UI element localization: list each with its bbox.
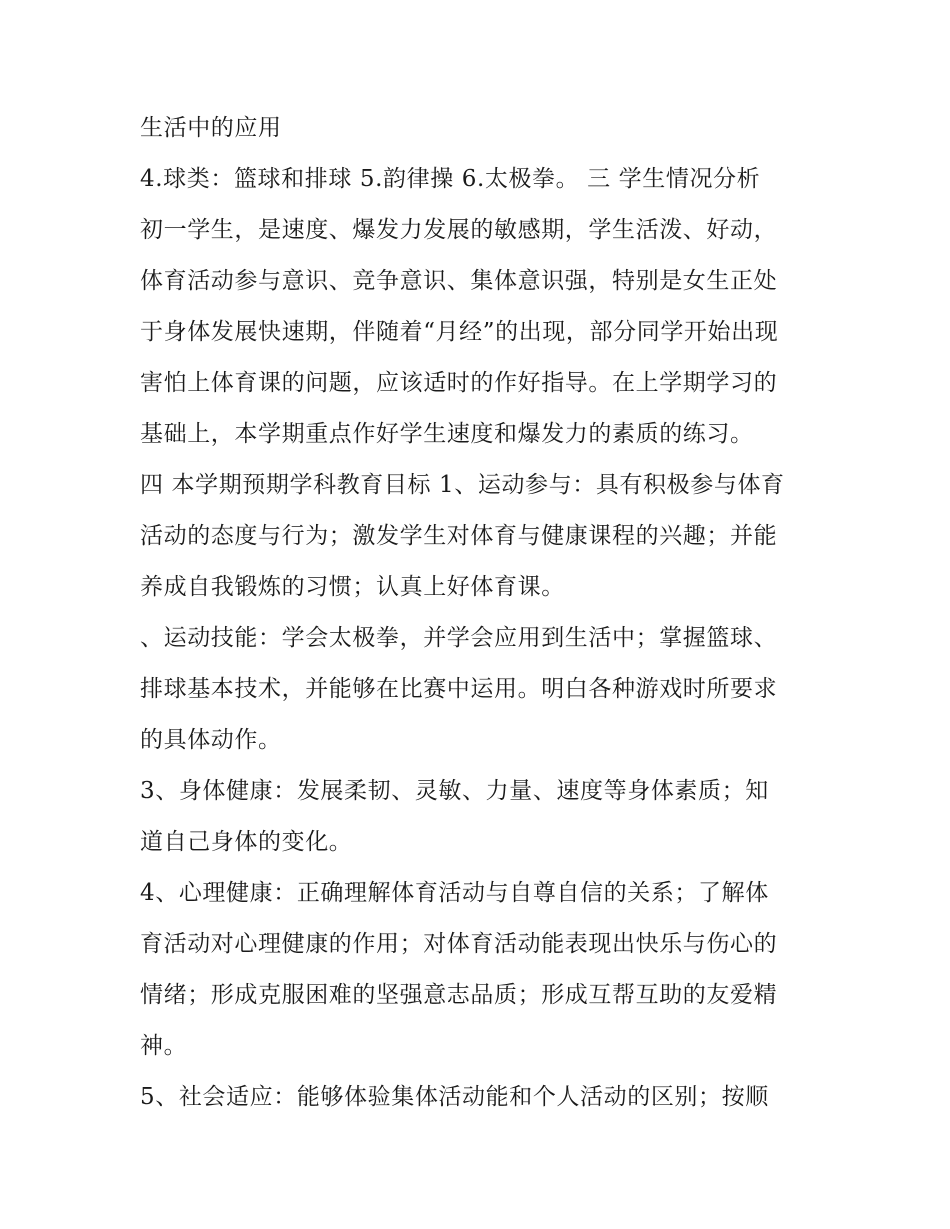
text-line: 4.球类：篮球和排球 5.韵律操 6.太极拳。 三 学生情况分析 [140, 166, 761, 192]
text-line: 的具体动作。 [140, 727, 282, 753]
text-line: 神。 [140, 1033, 188, 1059]
text-line: 初一学生，是速度、爆发力发展的敏感期，学生活泼、好动， [140, 217, 778, 243]
text-line: 育活动对心理健康的作用；对体育活动能表现出快乐与伤心的 [140, 931, 778, 957]
text-line: 养成自我锻炼的习惯；认真上好体育课。 [140, 574, 565, 600]
text-line: 、运动技能：学会太极拳，并学会应用到生活中；掌握篮球、 [140, 625, 778, 651]
text-line: 5、社会适应：能够体验集体活动能和个人活动的区别；按顺 [140, 1084, 769, 1110]
text-line: 活动的态度与行为；激发学生对体育与健康课程的兴趣；并能 [140, 523, 778, 549]
text-line: 基础上，本学期重点作好学生速度和爆发力的素质的练习。 [140, 421, 754, 447]
text-line: 生活中的应用 [140, 115, 282, 141]
text-line: 害怕上体育课的问题，应该适时的作好指导。在上学期学习的 [140, 370, 778, 396]
text-line: 4、心理健康：正确理解体育活动与自尊自信的关系；了解体 [140, 880, 769, 906]
text-line: 体育活动参与意识、竞争意识、集体意识强，特别是女生正处 [140, 268, 778, 294]
text-line: 排球基本技术，并能够在比赛中运用。明白各种游戏时所要求 [140, 676, 778, 702]
text-line: 3、身体健康：发展柔韧、灵敏、力量、速度等身体素质；知 [140, 778, 769, 804]
text-line: 四 本学期预期学科教育目标 1、运动参与：具有积极参与体育 [140, 472, 785, 498]
text-line: 于身体发展快速期，伴随着“月经”的出现，部分同学开始出现 [140, 319, 779, 345]
text-line: 道自己身体的变化。 [140, 829, 353, 855]
text-line: 情绪；形成克服困难的坚强意志品质；形成互帮互助的友爱精 [140, 982, 778, 1008]
